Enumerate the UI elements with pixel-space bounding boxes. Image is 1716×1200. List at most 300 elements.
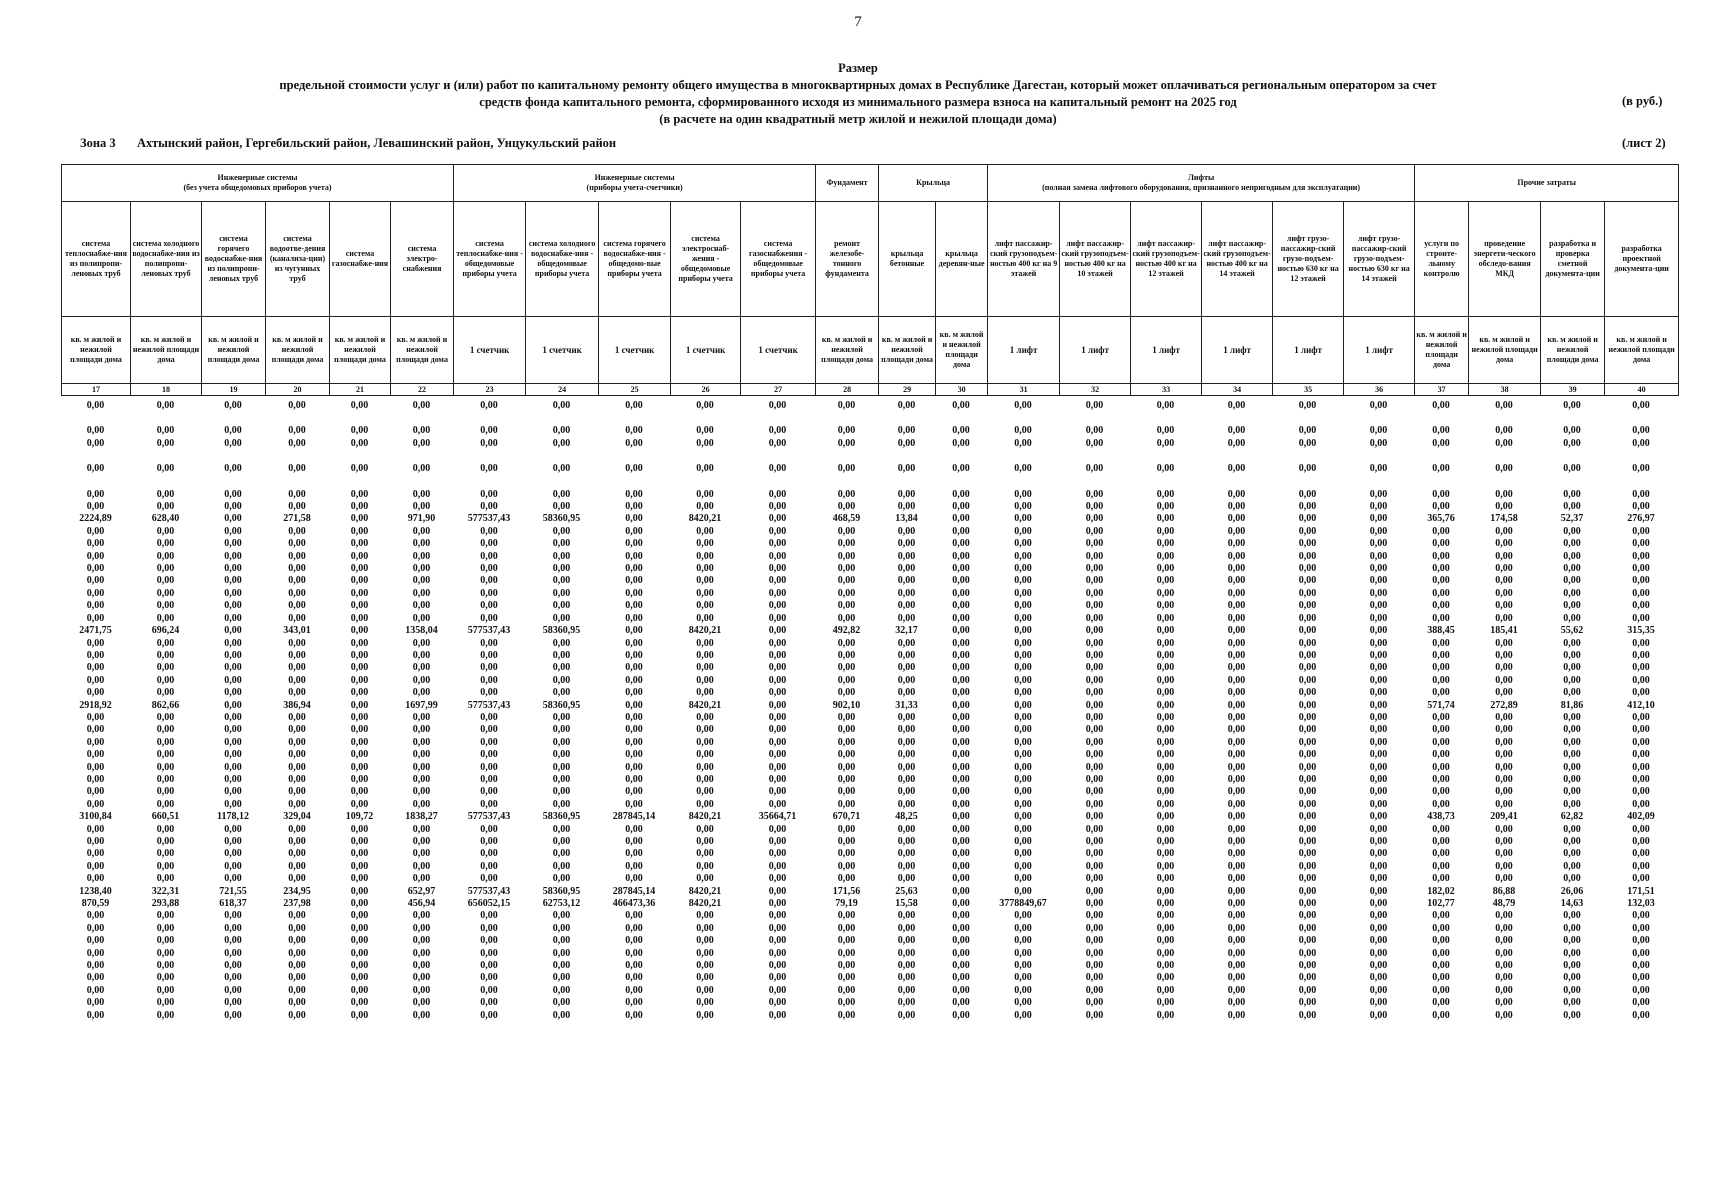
- table-cell: 0,00: [480, 674, 498, 686]
- table-cell: 0,00: [552, 984, 571, 996]
- table-cell: 0,00: [1014, 811, 1032, 823]
- table-cell: 0,00: [288, 935, 306, 947]
- table-cell: 0,00: [1298, 736, 1317, 748]
- table-cell: 0,00: [480, 600, 498, 612]
- table-cell: 0,00: [1298, 488, 1317, 500]
- table-cell: 0,00: [350, 400, 369, 411]
- table-cell: 0,00: [288, 587, 306, 599]
- table-cell: 0,00: [350, 501, 369, 513]
- unit-cell-21: кв. м жилой и нежилой площади дома: [330, 317, 391, 384]
- table-row: [61, 861, 1678, 873]
- table-cell: 0,00: [288, 1009, 306, 1021]
- group-header-2: Инженерные системы (приборы учета-счетчики): [454, 165, 816, 202]
- table-cell: 0,00: [224, 860, 242, 872]
- table-cell: 0,00: [1156, 711, 1175, 723]
- header-group-row: [62, 165, 1679, 202]
- table-cell: 0,00: [86, 736, 105, 748]
- table-cell: 0,00: [1227, 873, 1246, 885]
- table-cell: 0,00: [86, 922, 105, 934]
- column-number-17: 17: [62, 384, 131, 396]
- table-cell: 0,00: [480, 538, 498, 550]
- column-header-25: система горячего водоснабже-ния - общедомо-вые приборы учета: [599, 202, 671, 317]
- column-header-28: ремонт железобе-тонного фундамента: [816, 202, 879, 317]
- column-number-24: 24: [526, 384, 599, 396]
- zone-heading: [80, 136, 616, 151]
- table-cell: 0,00: [1369, 563, 1388, 575]
- table-row: [61, 824, 1678, 836]
- column-number-37: 37: [1415, 384, 1469, 396]
- table-cell: 0,00: [1369, 910, 1388, 922]
- table-cell: 0,00: [156, 1009, 175, 1021]
- table-cell: 0,00: [1495, 711, 1513, 723]
- table-cell: 0,00: [1495, 736, 1513, 748]
- table-cell: 365,76: [1427, 513, 1455, 525]
- table-cell: 0,00: [1156, 612, 1175, 624]
- table-cell: 0,00: [412, 538, 431, 550]
- table-row: [61, 489, 1678, 501]
- table-cell: 0,00: [224, 575, 242, 587]
- table-cell: 0,00: [837, 687, 856, 699]
- column-header-18: система холодного водоснабже-ния из полипропи-леновых труб: [131, 202, 202, 317]
- table-cell: 8420,21: [688, 625, 722, 637]
- table-cell: 109,72: [345, 811, 374, 823]
- table-cell: 0,00: [350, 612, 369, 624]
- table-cell: 0,00: [1156, 637, 1175, 649]
- table-row: [61, 923, 1678, 935]
- table-cell: 0,00: [350, 662, 369, 674]
- table-cell: 0,00: [480, 960, 498, 972]
- table-cell: 0,00: [1632, 687, 1650, 699]
- unit-note: (в руб.): [1622, 94, 1663, 108]
- column-header-38: проведение энергети-ческого обследо-вания МКД: [1469, 202, 1541, 317]
- table-cell: 0,00: [412, 425, 431, 437]
- column-number-21: 21: [330, 384, 391, 396]
- table-cell: 0,00: [288, 687, 306, 699]
- table-cell: 0,00: [1495, 538, 1513, 550]
- table-cell: 0,00: [156, 736, 175, 748]
- table-cell: 0,00: [1632, 773, 1650, 785]
- table-cell: 0,00: [897, 836, 916, 847]
- table-cell: 0,00: [1432, 910, 1450, 922]
- table-cell: 26,06: [1560, 885, 1584, 897]
- table-cell: 0,00: [897, 437, 916, 449]
- table-cell: 0,00: [1085, 786, 1104, 798]
- table-cell: 0,00: [696, 437, 714, 449]
- table-cell: 0,00: [1563, 860, 1581, 872]
- title-line-2: предельной стоимости услуг и (или) работ по капитальному ремонту общего имущества в многоквартирных домах в Республике Дагестан, который может оплачиваться региональным оператором за счет: [279, 78, 1437, 92]
- table-cell: 0,00: [1014, 625, 1032, 637]
- table-cell: 0,00: [768, 538, 787, 550]
- table-row: [61, 501, 1678, 513]
- table-cell: 0,00: [350, 600, 369, 612]
- table-cell: 0,00: [1563, 960, 1581, 972]
- table-cell: 0,00: [768, 910, 787, 922]
- table-cell: 0,00: [1495, 400, 1513, 411]
- table-cell: 870,59: [81, 898, 110, 910]
- table-cell: 0,00: [1495, 749, 1513, 761]
- unit-cell-19: кв. м жилой и нежилой площади дома: [202, 317, 266, 384]
- table-cell: 438,73: [1427, 811, 1455, 823]
- table-cell: 0,00: [837, 425, 856, 437]
- table-row: [61, 799, 1678, 811]
- table-cell: 0,00: [1632, 736, 1650, 748]
- table-cell: 0,00: [412, 997, 431, 1009]
- column-number-31: 31: [988, 384, 1060, 396]
- table-cell: 0,00: [625, 575, 643, 587]
- table-cell: 0,00: [1156, 786, 1175, 798]
- table-cell: 0,00: [837, 488, 856, 500]
- table-cell: 0,00: [1632, 488, 1650, 500]
- table-row: [61, 425, 1678, 437]
- table-cell: 0,00: [224, 960, 242, 972]
- table-cell: 0,00: [1085, 437, 1104, 449]
- table-cell: 0,00: [552, 836, 571, 847]
- table-cell: 0,00: [768, 997, 787, 1009]
- table-cell: 0,00: [1632, 563, 1650, 575]
- unit-cell-22: кв. м жилой и нежилой площади дома: [391, 317, 454, 384]
- table-cell: 0,00: [1369, 848, 1388, 860]
- table-cell: 0,00: [1563, 873, 1581, 885]
- table-cell: 0,00: [288, 637, 306, 649]
- table-cell: 0,00: [625, 625, 643, 637]
- table-cell: 0,00: [1298, 885, 1317, 897]
- table-row: [61, 1010, 1678, 1022]
- table-cell: 0,00: [480, 786, 498, 798]
- table-cell: 0,00: [1632, 972, 1650, 984]
- table-row: [61, 687, 1678, 699]
- table-cell: 0,00: [224, 625, 242, 637]
- table-cell: 0,00: [86, 612, 105, 624]
- table-cell: 0,00: [768, 885, 787, 897]
- column-header-35: лифт грузо-пассажир-ский грузо-подъем-ностью 630 кг на 12 этажей: [1273, 202, 1344, 317]
- table-cell: 0,00: [1432, 538, 1450, 550]
- table-cell: 0,00: [224, 724, 242, 736]
- table-cell: 0,00: [837, 798, 856, 810]
- table-cell: 0,00: [1495, 724, 1513, 736]
- table-cell: 468,59: [832, 513, 861, 525]
- unit-cell-37: кв. м жилой и нежилой площади дома: [1415, 317, 1469, 384]
- table-cell: 0,00: [952, 823, 970, 835]
- table-cell: 0,00: [1014, 773, 1032, 785]
- table-cell: 0,00: [1563, 836, 1581, 847]
- table-cell: 0,00: [1085, 400, 1104, 411]
- table-cell: 0,00: [768, 898, 787, 910]
- table-row: [61, 400, 1678, 412]
- table-cell: 0,00: [288, 786, 306, 798]
- table-cell: 0,00: [1632, 525, 1650, 537]
- table-cell: 0,00: [1085, 699, 1104, 711]
- table-cell: 0,00: [288, 437, 306, 449]
- table-cell: 0,00: [952, 600, 970, 612]
- table-cell: 0,00: [224, 761, 242, 773]
- table-cell: 0,00: [1156, 922, 1175, 934]
- table-cell: 0,00: [288, 947, 306, 959]
- table-cell: 0,00: [412, 724, 431, 736]
- table-cell: 0,00: [696, 637, 714, 649]
- table-cell: 0,00: [1298, 749, 1317, 761]
- column-number-29: 29: [879, 384, 936, 396]
- table-cell: 0,00: [156, 637, 175, 649]
- table-cell: 0,00: [288, 997, 306, 1009]
- table-cell: 0,00: [1227, 674, 1246, 686]
- table-cell: 0,00: [696, 724, 714, 736]
- table-cell: 0,00: [897, 575, 916, 587]
- table-cell: 0,00: [1563, 600, 1581, 612]
- table-cell: 0,00: [768, 463, 787, 475]
- table-cell: 0,00: [952, 873, 970, 885]
- table-cell: 0,00: [1227, 749, 1246, 761]
- table-cell: 0,00: [86, 649, 105, 661]
- table-cell: 0,00: [1563, 612, 1581, 624]
- table-cell: 0,00: [1432, 786, 1450, 798]
- table-cell: 35664,71: [758, 811, 797, 823]
- table-cell: 0,00: [1085, 736, 1104, 748]
- table-cell: 0,00: [1432, 823, 1450, 835]
- table-cell: 0,00: [768, 935, 787, 947]
- table-cell: 0,00: [952, 538, 970, 550]
- table-cell: 0,00: [1085, 984, 1104, 996]
- table-cell: 0,00: [552, 662, 571, 674]
- table-cell: 0,00: [1014, 463, 1032, 475]
- table-row: [61, 886, 1678, 898]
- table-cell: 8420,21: [688, 811, 722, 823]
- table-cell: 0,00: [412, 600, 431, 612]
- column-header-26: система электроснаб-жения - общедомовые приборы учета: [671, 202, 741, 317]
- table-cell: 0,00: [156, 662, 175, 674]
- unit-cell-30: кв. м жилой и нежилой площади дома: [936, 317, 988, 384]
- table-cell: 0,00: [1156, 662, 1175, 674]
- table-cell: 0,00: [288, 563, 306, 575]
- table-row: [61, 972, 1678, 984]
- column-number-28: 28: [816, 384, 879, 396]
- table-cell: 862,66: [151, 699, 180, 711]
- table-cell: 0,00: [1495, 922, 1513, 934]
- table-cell: 0,00: [625, 773, 643, 785]
- table-cell: 0,00: [1495, 550, 1513, 562]
- table-cell: 0,00: [1014, 984, 1032, 996]
- table-cell: 0,00: [696, 910, 714, 922]
- table-cell: 0,00: [350, 761, 369, 773]
- table-cell: 0,00: [1298, 425, 1317, 437]
- table-cell: 0,00: [412, 687, 431, 699]
- table-cell: 0,00: [86, 488, 105, 500]
- table-cell: 0,00: [288, 400, 306, 411]
- table-cell: 0,00: [1156, 1009, 1175, 1021]
- table-cell: 0,00: [156, 761, 175, 773]
- table-cell: 0,00: [224, 910, 242, 922]
- table-cell: 0,00: [1156, 625, 1175, 637]
- table-cell: 0,00: [224, 649, 242, 661]
- table-cell: 0,00: [1156, 836, 1175, 847]
- table-cell: 0,00: [696, 960, 714, 972]
- table-cell: 1697,99: [405, 699, 438, 711]
- table-cell: 0,00: [1432, 960, 1450, 972]
- table-cell: 0,00: [696, 563, 714, 575]
- table-cell: 58360,95: [542, 625, 581, 637]
- table-cell: 0,00: [1369, 501, 1388, 513]
- table-cell: 0,00: [897, 935, 916, 947]
- table-cell: 0,00: [412, 786, 431, 798]
- table-cell: 0,00: [625, 649, 643, 661]
- table-cell: 0,00: [552, 773, 571, 785]
- table-cell: 0,00: [156, 798, 175, 810]
- table-row: [61, 873, 1678, 885]
- table-cell: 174,58: [1490, 513, 1518, 525]
- table-cell: 0,00: [1495, 1009, 1513, 1021]
- table-cell: 0,00: [1432, 836, 1450, 847]
- table-cell: 0,00: [1432, 463, 1450, 475]
- table-cell: 0,00: [288, 662, 306, 674]
- table-cell: 0,00: [1495, 637, 1513, 649]
- table-cell: 0,00: [412, 960, 431, 972]
- table-cell: 0,00: [1495, 587, 1513, 599]
- unit-cell-20: кв. м жилой и нежилой площади дома: [266, 317, 330, 384]
- table-cell: 0,00: [412, 798, 431, 810]
- table-cell: 0,00: [1632, 960, 1650, 972]
- table-cell: 0,00: [350, 823, 369, 835]
- table-cell: 0,00: [1369, 724, 1388, 736]
- table-cell: 0,00: [625, 960, 643, 972]
- table-cell: 0,00: [1014, 437, 1032, 449]
- row-spacer: [61, 476, 1678, 489]
- table-cell: 0,00: [897, 525, 916, 537]
- table-cell: 0,00: [1369, 525, 1388, 537]
- table-cell: 0,00: [350, 873, 369, 885]
- table-cell: 0,00: [625, 873, 643, 885]
- table-cell: 0,00: [1298, 612, 1317, 624]
- table-cell: 0,00: [952, 637, 970, 649]
- table-cell: 0,00: [1369, 463, 1388, 475]
- table-cell: 0,00: [480, 773, 498, 785]
- table-cell: 0,00: [625, 1009, 643, 1021]
- table-cell: 0,00: [1156, 463, 1175, 475]
- table-cell: 0,00: [156, 910, 175, 922]
- table-cell: 271,58: [283, 513, 311, 525]
- table-row: [61, 786, 1678, 798]
- table-cell: 0,00: [897, 947, 916, 959]
- table-cell: 0,00: [156, 538, 175, 550]
- table-cell: 0,00: [552, 687, 571, 699]
- table-cell: 0,00: [1369, 997, 1388, 1009]
- table-cell: 0,00: [1298, 811, 1317, 823]
- table-cell: 0,00: [350, 550, 369, 562]
- table-row: [61, 563, 1678, 575]
- table-cell: 0,00: [412, 711, 431, 723]
- table-cell: 58360,95: [542, 885, 581, 897]
- table-cell: 0,00: [1298, 873, 1317, 885]
- table-cell: 0,00: [1227, 400, 1246, 411]
- table-cell: 0,00: [1563, 761, 1581, 773]
- table-cell: 0,00: [837, 873, 856, 885]
- table-cell: 0,00: [1298, 773, 1317, 785]
- table-cell: 0,00: [1014, 823, 1032, 835]
- table-cell: 0,00: [1298, 674, 1317, 686]
- table-cell: 0,00: [1014, 997, 1032, 1009]
- table-cell: 0,00: [1014, 587, 1032, 599]
- table-cell: 971,90: [407, 513, 436, 525]
- table-cell: 0,00: [480, 798, 498, 810]
- table-cell: 0,00: [897, 860, 916, 872]
- column-header-34: лифт пассажир-ский грузоподъем-ностью 400 кг на 14 этажей: [1202, 202, 1273, 317]
- table-cell: 0,00: [156, 935, 175, 947]
- table-cell: 0,00: [1298, 761, 1317, 773]
- table-cell: 0,00: [952, 674, 970, 686]
- table-cell: 0,00: [412, 823, 431, 835]
- table-cell: 0,00: [350, 538, 369, 550]
- table-cell: 0,00: [552, 749, 571, 761]
- table-cell: 0,00: [480, 860, 498, 872]
- table-cell: 0,00: [412, 674, 431, 686]
- table-cell: 0,00: [224, 972, 242, 984]
- table-cell: 0,00: [480, 575, 498, 587]
- table-row: [61, 910, 1678, 922]
- table-cell: 0,00: [552, 600, 571, 612]
- table-cell: 0,00: [412, 637, 431, 649]
- table-cell: 0,00: [1227, 1009, 1246, 1021]
- table-cell: 0,00: [350, 997, 369, 1009]
- table-cell: 0,00: [1227, 563, 1246, 575]
- column-header-20: система водоотве-дения (канализа-ции) из чугунных труб: [266, 202, 330, 317]
- table-cell: 0,00: [625, 637, 643, 649]
- table-cell: 0,00: [1432, 437, 1450, 449]
- table-cell: 0,00: [1085, 860, 1104, 872]
- table-cell: 185,41: [1490, 625, 1518, 637]
- table-cell: 0,00: [837, 736, 856, 748]
- table-cell: 0,00: [952, 947, 970, 959]
- header-column-number-row: [62, 384, 1679, 396]
- table-cell: 0,00: [1632, 1009, 1650, 1021]
- table-cell: 0,00: [224, 873, 242, 885]
- table-cell: 0,00: [86, 997, 105, 1009]
- table-cell: 0,00: [156, 425, 175, 437]
- table-cell: 0,00: [86, 637, 105, 649]
- table-cell: 0,00: [1298, 798, 1317, 810]
- table-cell: 0,00: [1085, 1009, 1104, 1021]
- table-cell: 0,00: [952, 960, 970, 972]
- table-cell: 660,51: [151, 811, 180, 823]
- table-row: [61, 575, 1678, 587]
- table-cell: 0,00: [552, 972, 571, 984]
- table-cell: 0,00: [696, 749, 714, 761]
- table-cell: 0,00: [156, 587, 175, 599]
- table-cell: 0,00: [1432, 400, 1450, 411]
- table-cell: 0,00: [1085, 538, 1104, 550]
- table-cell: 182,02: [1427, 885, 1455, 897]
- table-cell: 0,00: [952, 711, 970, 723]
- table-cell: 0,00: [480, 749, 498, 761]
- table-cell: 0,00: [768, 513, 787, 525]
- table-cell: 0,00: [1298, 625, 1317, 637]
- table-cell: 0,00: [350, 711, 369, 723]
- table-cell: 0,00: [1227, 798, 1246, 810]
- table-cell: 0,00: [1014, 513, 1032, 525]
- table-cell: 0,00: [156, 749, 175, 761]
- table-cell: 0,00: [1156, 935, 1175, 947]
- table-cell: 0,00: [696, 400, 714, 411]
- table-cell: 0,00: [625, 922, 643, 934]
- table-cell: 0,00: [1632, 823, 1650, 835]
- table-cell: 0,00: [86, 947, 105, 959]
- table-cell: 0,00: [1298, 513, 1317, 525]
- table-cell: 0,00: [1156, 513, 1175, 525]
- table-cell: 0,00: [768, 984, 787, 996]
- table-cell: 0,00: [1014, 674, 1032, 686]
- table-cell: 0,00: [480, 997, 498, 1009]
- table-cell: 0,00: [480, 501, 498, 513]
- table-cell: 0,00: [1369, 749, 1388, 761]
- table-cell: 0,00: [1014, 425, 1032, 437]
- table-cell: 0,00: [1298, 400, 1317, 411]
